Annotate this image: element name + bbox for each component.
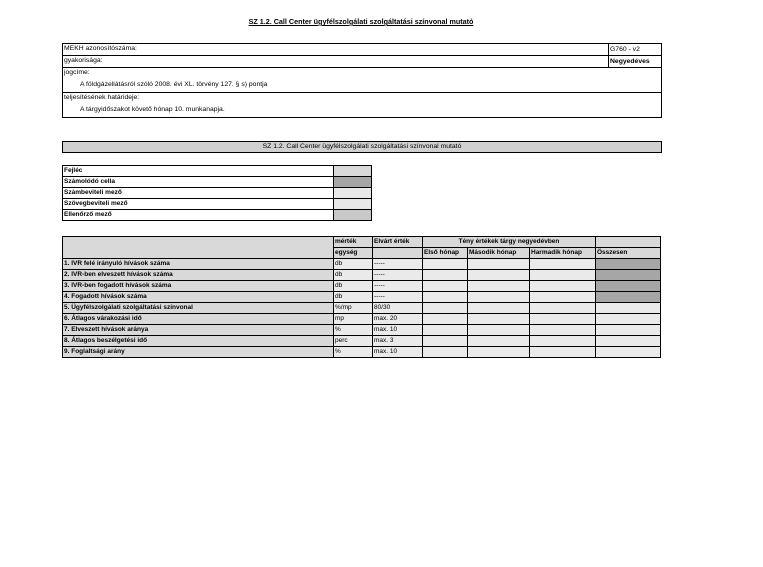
table-row: [63, 292, 661, 303]
legend-swatch-number-input: [334, 188, 372, 199]
total-input[interactable]: [596, 336, 661, 347]
table-row: [63, 314, 661, 325]
expected-cell: -----: [373, 292, 423, 303]
month-2-input[interactable]: [468, 303, 530, 314]
legend-row: [63, 199, 372, 210]
row-label: 7. Elveszett hívások aránya: [63, 325, 334, 336]
month-1-input[interactable]: [423, 336, 468, 347]
unit-cell: perc: [334, 336, 373, 347]
unit-header: egység: [334, 248, 373, 259]
unit-cell: mp: [334, 314, 373, 325]
legend-label: Számolódó cella: [63, 177, 334, 188]
month-2-input[interactable]: [468, 325, 530, 336]
expected-cell: max. 3: [373, 336, 423, 347]
month-2-input[interactable]: [468, 347, 530, 358]
total-input[interactable]: [596, 325, 661, 336]
actual-values-header: Tény értékek tárgy negyedévben: [423, 237, 596, 248]
unit-cell: %/mp: [334, 303, 373, 314]
unit-cell: db: [334, 292, 373, 303]
table-row: [63, 303, 661, 314]
month-2-input[interactable]: [468, 292, 530, 303]
month-3-input[interactable]: [530, 303, 596, 314]
legend-row: [63, 210, 372, 221]
id-row: [63, 44, 661, 56]
expected-header-sub: [373, 248, 423, 259]
table-row: [63, 270, 661, 281]
month-1-input[interactable]: [423, 270, 468, 281]
expected-cell: max. 20: [373, 314, 423, 325]
month-3-input[interactable]: [530, 281, 596, 292]
expected-cell: -----: [373, 270, 423, 281]
month-1-input[interactable]: [423, 281, 468, 292]
legal-value: A földgázellátásról szóló 2008. évi XL. törvény 127. § s) pontja: [80, 81, 268, 88]
legend-label: Szövegbeviteli mező: [63, 199, 334, 210]
deadline-value: A tárgyidőszakot követő hónap 10. munkanapja.: [80, 106, 225, 113]
legend-swatch-header: [334, 166, 372, 177]
month-2-input[interactable]: [468, 314, 530, 325]
month-1-input[interactable]: [423, 314, 468, 325]
legend-row: [63, 188, 372, 199]
total-cell: [596, 292, 661, 303]
total-input[interactable]: [596, 314, 661, 325]
month-1-input[interactable]: [423, 325, 468, 336]
unit-cell: db: [334, 281, 373, 292]
frequency-row: [63, 56, 661, 68]
month-2-input[interactable]: [468, 336, 530, 347]
legend-row: [63, 177, 372, 188]
row-label: 3. IVR-ben fogadott hívások száma: [63, 281, 334, 292]
month-2-input[interactable]: [468, 281, 530, 292]
month-3-input[interactable]: [530, 347, 596, 358]
month-1-input[interactable]: [423, 347, 468, 358]
unit-cell: %: [334, 347, 373, 358]
page-title: SZ 1.2. Call Center ügyfélszolgálati szolgáltatási színvonal mutató: [248, 17, 474, 26]
total-input[interactable]: [596, 303, 661, 314]
row-label: 5. Ügyfélszolgálati szolgáltatási színvonal: [63, 303, 334, 314]
month-1-input[interactable]: [423, 292, 468, 303]
header-row: [63, 237, 661, 248]
table-row: [63, 325, 661, 336]
legend-label: Számbeviteli mező: [63, 188, 334, 199]
legend-table: [62, 165, 372, 221]
expected-cell: max. 10: [373, 347, 423, 358]
table-row: [63, 336, 661, 347]
month-2-input[interactable]: [468, 259, 530, 270]
total-cell: [596, 281, 661, 292]
month-3-input[interactable]: [530, 314, 596, 325]
table-row: [63, 347, 661, 358]
data-table: [62, 236, 661, 358]
legend-row: [63, 166, 372, 177]
row-label: 9. Foglaltsági arány: [63, 347, 334, 358]
mertek-header: mérték: [334, 237, 373, 248]
legal-label: jogcíme:: [64, 69, 90, 76]
month-3-header: Harmadik hónap: [530, 248, 596, 259]
legend-label: Ellenőrző mező: [63, 210, 334, 221]
total-cell: [596, 270, 661, 281]
table-row: [63, 259, 661, 270]
total-header-top: [596, 237, 661, 248]
month-2-input[interactable]: [468, 270, 530, 281]
month-2-header: Második hónap: [468, 248, 530, 259]
id-label: MEKH azonosítószáma:: [64, 45, 137, 52]
row-label: 6. Átlagos várakozási idő: [63, 314, 334, 325]
info-block: [62, 43, 662, 118]
row-label: 1. IVR felé irányuló hívások száma: [63, 259, 334, 270]
legal-row: [63, 68, 661, 93]
row-label: 8. Átlagos beszélgetési idő: [63, 336, 334, 347]
month-3-input[interactable]: [530, 259, 596, 270]
legend-label: Fejléc: [63, 166, 334, 177]
unit-cell: db: [334, 270, 373, 281]
deadline-row: [63, 93, 661, 117]
legend-swatch-check: [334, 210, 372, 221]
frequency-label: gyakorisága:: [64, 57, 103, 64]
legend-swatch-calculated: [334, 177, 372, 188]
deadline-label: teljesítésének határideje:: [64, 94, 140, 101]
expected-cell: -----: [373, 259, 423, 270]
total-header: Összesen: [596, 248, 661, 259]
month-3-input[interactable]: [530, 292, 596, 303]
section-title: SZ 1.2. Call Center ügyfélszolgálati szolgáltatási színvonal mutató: [62, 141, 662, 153]
id-value[interactable]: G760 - v2: [608, 44, 661, 55]
expected-cell: max. 10: [373, 325, 423, 336]
month-1-header: Első hónap: [423, 248, 468, 259]
month-3-input[interactable]: [530, 336, 596, 347]
row-label: 4. Fogadott hívások száma: [63, 292, 334, 303]
unit-cell: db: [334, 259, 373, 270]
row-label-header: [63, 237, 334, 259]
month-3-input[interactable]: [530, 270, 596, 281]
month-1-input[interactable]: [423, 303, 468, 314]
table-row: [63, 281, 661, 292]
expected-header: Elvárt érték: [373, 237, 423, 248]
month-3-input[interactable]: [530, 325, 596, 336]
row-label: 2. IVR-ben elveszett hívások száma: [63, 270, 334, 281]
total-cell: [596, 259, 661, 270]
total-input[interactable]: [596, 347, 661, 358]
unit-cell: %: [334, 325, 373, 336]
month-1-input[interactable]: [423, 259, 468, 270]
expected-cell: 80/30: [373, 303, 423, 314]
expected-cell: -----: [373, 281, 423, 292]
legend-swatch-text-input: [334, 199, 372, 210]
frequency-value[interactable]: Negyedéves: [608, 56, 661, 67]
